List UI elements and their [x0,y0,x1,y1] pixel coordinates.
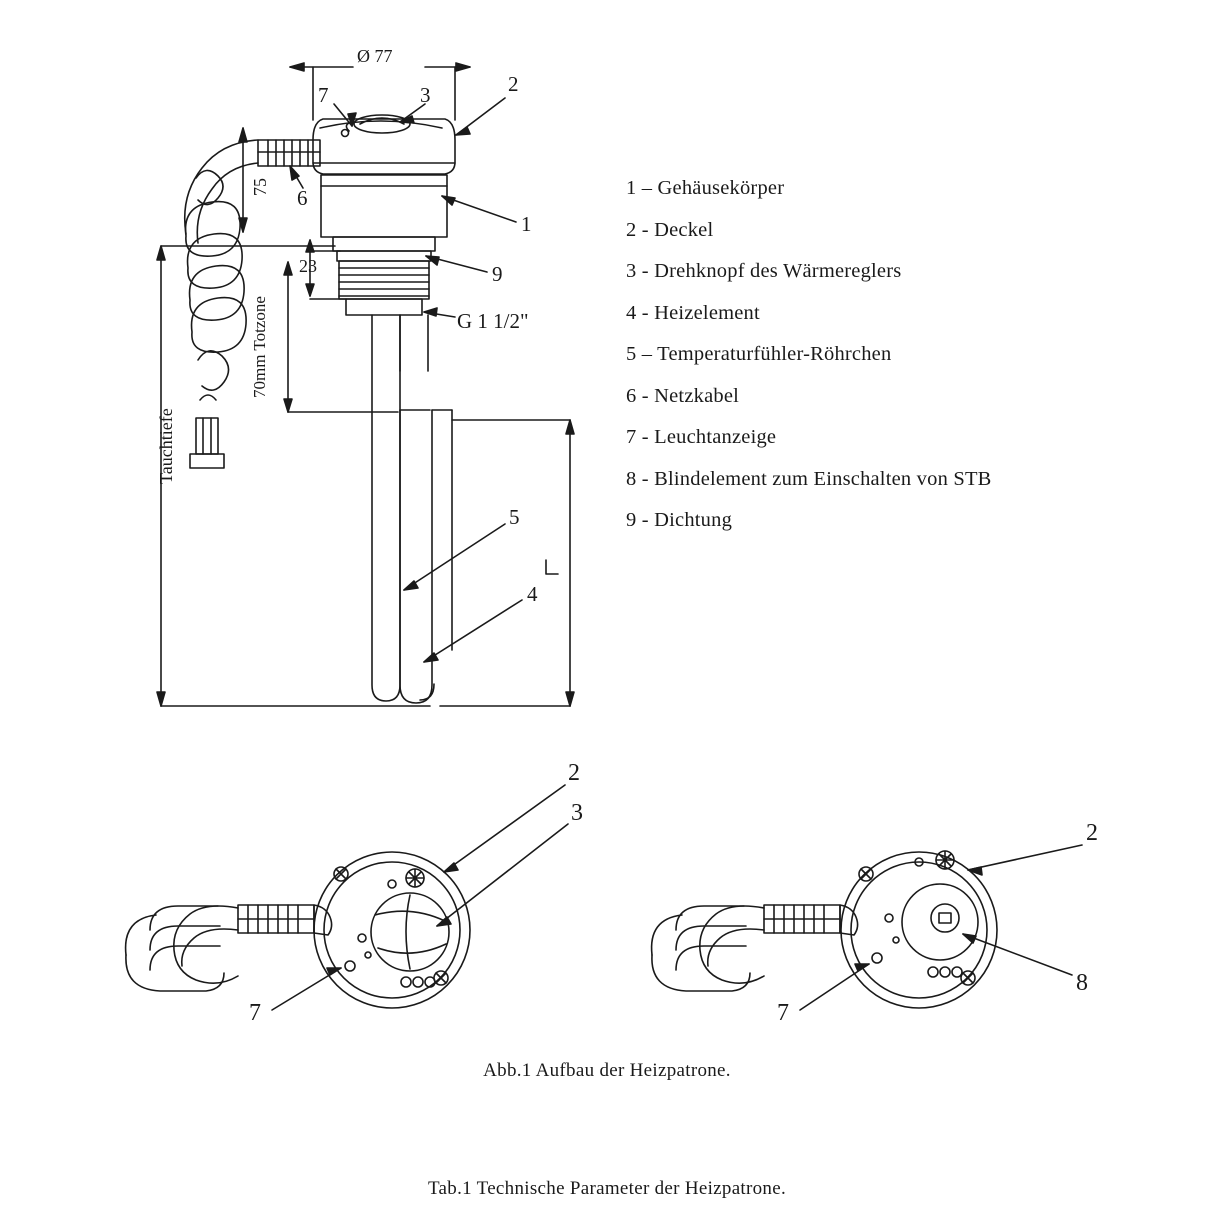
legend-item-5: 5 – Temperaturfühler-Röhrchen [626,343,892,365]
legend-item-7: 7 - Leuchtanzeige [626,426,777,448]
housing-body [321,175,447,251]
callout-9-main: 9 [492,262,503,286]
callout-1-main: 1 [521,212,532,236]
figure-caption: Abb.1 Aufbau der Heizpatrone. [483,1060,731,1081]
housing-lid [313,115,455,174]
dimension-thread: G 1 1/2" [457,309,529,333]
callout-8-bottom-right: 8 [1076,970,1088,996]
callout-7-bottom-left: 7 [249,1000,261,1026]
legend-item-8: 8 - Blindelement zum Einschalten von STB [626,467,992,490]
legend-list [626,178,1146,552]
gasket [337,251,431,261]
callout-7-bottom-right: 7 [777,1000,789,1026]
callout-leaders-main [290,98,522,662]
dim-overall-right [440,420,574,706]
legend-item-3: 3 - Drehknopf des Wärmereglers [626,260,902,282]
callout-2-main: 2 [508,72,519,96]
table-caption: Tab.1 Technische Parameter der Heizpatrone. [427,1178,787,1199]
dimension-23: 23 [299,256,317,276]
callout-3-main: 3 [420,83,431,107]
dim-75 [239,128,247,232]
bottom-right-view [652,851,997,1008]
threaded-nipple [339,261,429,315]
legend-item-4: 4 - Heizelement [626,301,760,324]
legend-item-9: 9 - Dichtung [626,509,733,531]
heating-element [400,315,452,703]
dimension-75: 75 [250,178,270,196]
dimension-dead-zone: 70mm Totzone [250,296,269,398]
callout-4-main: 4 [527,582,538,606]
callout-7-main: 7 [318,83,329,107]
legend-item-1: 1 – Gehäusekörper [626,177,785,199]
callout-2-bottom-right: 2 [1086,820,1098,846]
callout-6-main: 6 [297,186,308,210]
dimension-immersion-depth: Tauchtiefe [156,408,176,484]
sensor-tube [372,315,400,701]
callout-2-bottom-left: 2 [568,760,580,786]
bottom-left-view [126,852,470,1008]
dimension-diameter: Ø 77 [357,46,393,66]
dim-dead-zone [284,262,398,412]
legend-item-2: 2 - Deckel [626,218,714,241]
callout-5-main: 5 [509,505,520,529]
diameter-dimension [290,63,470,120]
legend-item-6: 6 - Netzkabel [626,384,740,407]
callout-3-bottom-left: 3 [571,800,583,826]
bottom-right-callouts [800,845,1082,1010]
bottom-left-callouts [272,785,568,1010]
